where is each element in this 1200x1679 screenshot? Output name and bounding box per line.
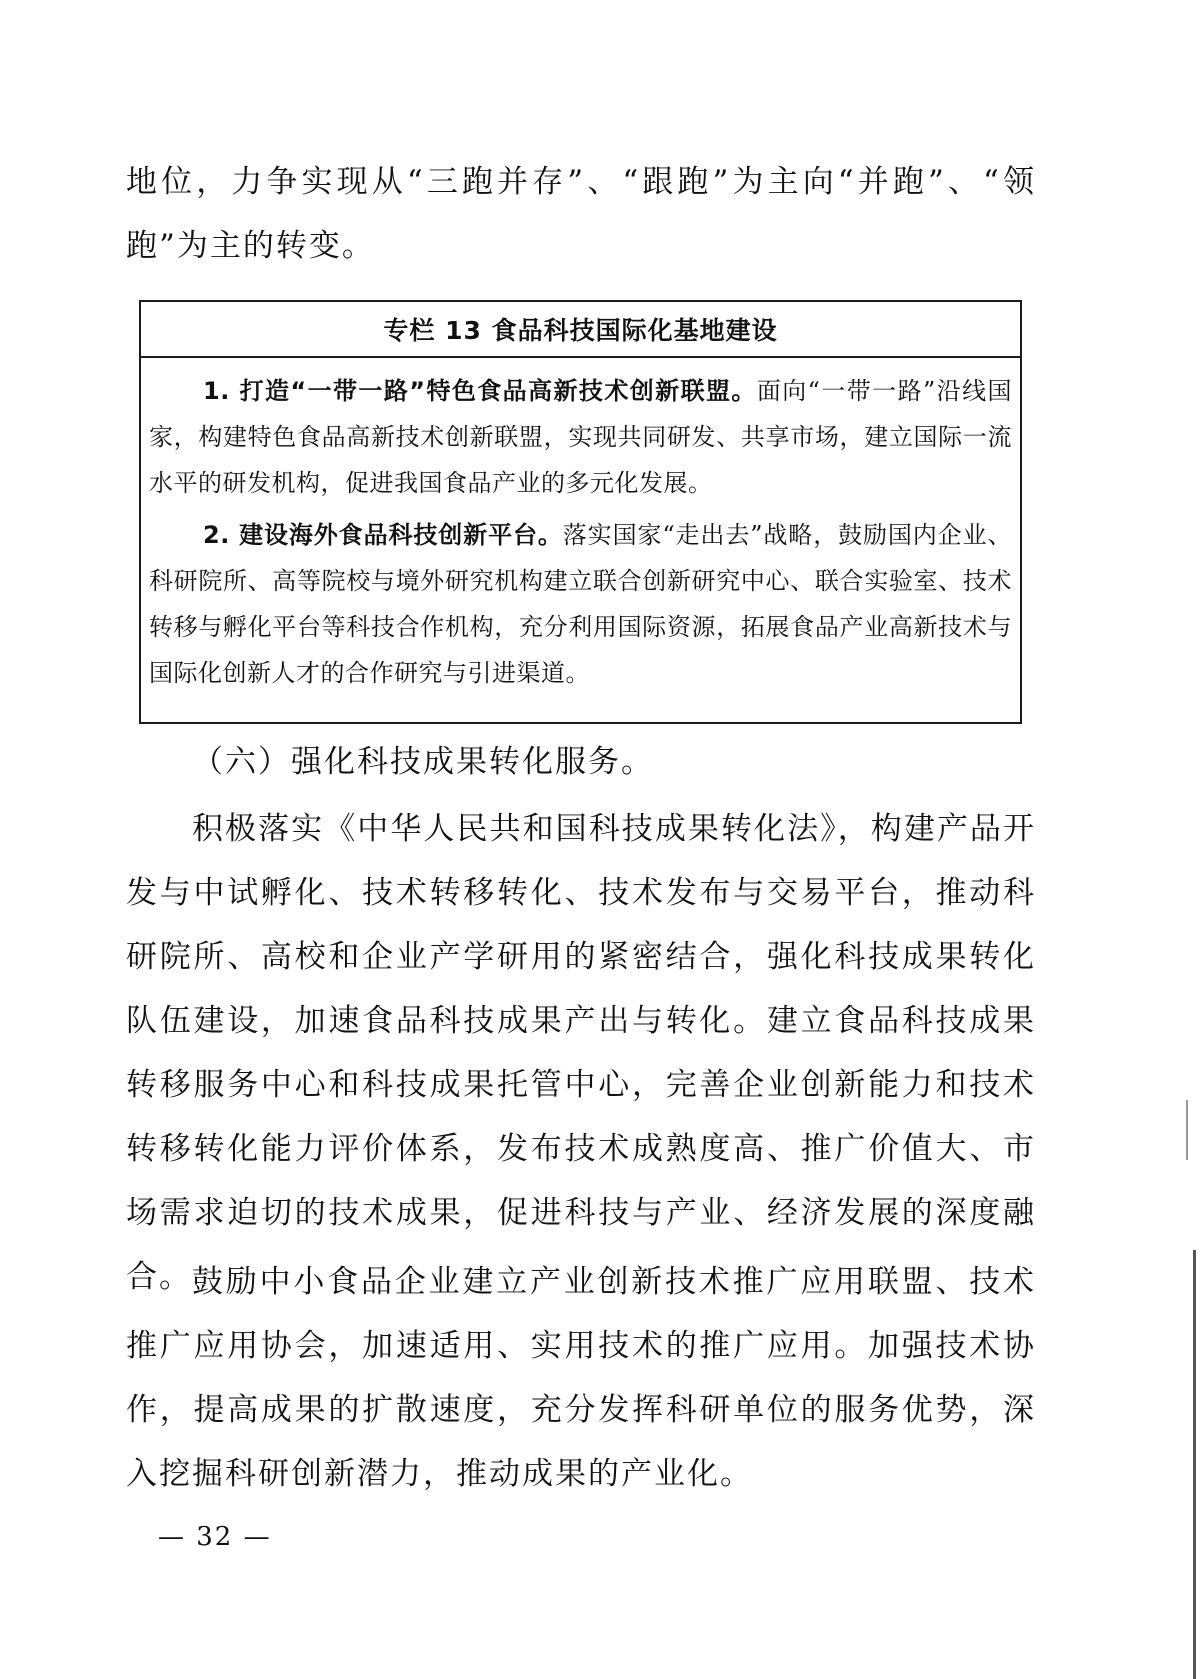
intro-paragraph: 地位，力争实现从“三跑并存”、“跟跑”为主向“并跑”、“领跑”为主的转变。: [126, 164, 1036, 264]
column-title: 专栏 13 食品科技国际化基地建设: [141, 302, 1020, 358]
column-item-heading: 1. 打造“一带一路”特色食品高新技术创新联盟。: [203, 377, 757, 405]
column-item: [149, 512, 1012, 696]
body-paragraph: 鼓励中小食品企业建立产业创新技术推广应用联盟、技术推广应用协会，加速适用、实用技术的推广应用。加强技术协作，提高成果的扩散速度，充分发挥科研单位的服务优势，深入挖掘科研创新潜力，推动成果的产业化。: [126, 1264, 1036, 1492]
page-number: — 32 —: [158, 1522, 272, 1552]
scan-edge-mark: [1186, 1100, 1188, 1160]
body-paragraph: 积极落实《中华人民共和国科技成果转化法》，构建产品开发与中试孵化、技术转移转化、技术发布与交易平台，推动科研院所、高校和企业产学研用的紧密结合，强化科技成果转化队伍建设，加速食品科技成果产出与转化。建立食品科技成果转移服务中心和科技成果托管中心，完善企业创新能力和技术转移转化能力评价体系，发布技术成熟度高、推广价值大、市场需求迫切的技术成果，促进科技与产业、经济发展的深度融合。: [126, 811, 1036, 1295]
column-item-text: 落实国家“走出去”战略，鼓励国内企业、科研院所、高等院校与境外研究机构建立联合创新研究中心、联合实验室、技术转移与孵化平台等科技合作机构，充分利用国际资源，拓展食品产业高新技术与国际化创新人才的合作研究与引进渠道。: [149, 521, 1012, 687]
column-item-heading: 2. 建设海外食品科技创新平台。: [203, 521, 563, 549]
column-body: [141, 358, 1020, 696]
scan-edge-mark: [1193, 1250, 1196, 1679]
column-box: [139, 300, 1022, 724]
section-heading: （六）强化科技成果转化服务。: [192, 744, 654, 780]
column-item: [149, 368, 1012, 506]
column-item-text: 面向“一带一路”沿线国家，构建特色食品高新技术创新联盟，实现共同研发、共享市场，建立国际一流水平的研发机构，促进我国食品产业的多元化发展。: [149, 377, 1013, 497]
